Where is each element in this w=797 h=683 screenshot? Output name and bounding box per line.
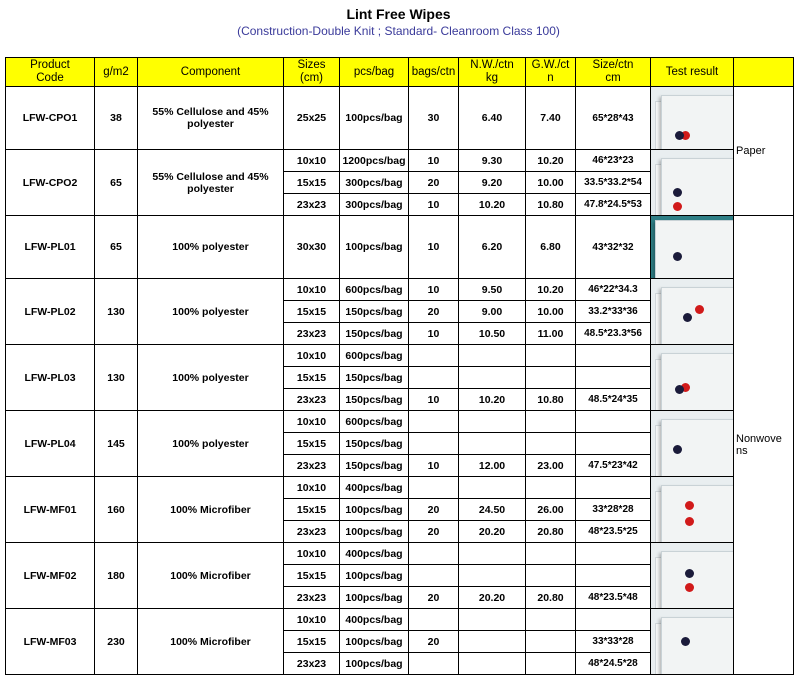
dark-stain-mark <box>673 188 682 197</box>
size-ctn-cell: 48*23.5*48 <box>576 587 651 609</box>
nw-cell <box>459 345 526 367</box>
header-bags-ctn: bags/ctn <box>409 58 459 87</box>
product-code: LFW-PL03 <box>6 345 95 411</box>
category-nonwovens-line-2: ns <box>736 445 748 457</box>
bags-cell: 20 <box>409 172 459 194</box>
dark-stain-mark <box>681 637 690 646</box>
pcs-cell: 400pcs/bag <box>340 609 409 631</box>
gw-cell <box>526 653 576 675</box>
gw-cell <box>526 543 576 565</box>
bags-cell: 10 <box>409 323 459 345</box>
nw-cell <box>459 367 526 389</box>
gw-cell: 10.20 <box>526 279 576 301</box>
size-cell: 23x23 <box>284 455 340 477</box>
red-stain-mark <box>685 501 694 510</box>
table-row <box>6 216 794 279</box>
size-ctn-cell: 47.8*24.5*53 <box>576 194 651 216</box>
product-code: LFW-PL02 <box>6 279 95 345</box>
size-cell: 23x23 <box>284 194 340 216</box>
bags-cell <box>409 411 459 433</box>
bags-cell <box>409 543 459 565</box>
test-result-image <box>651 150 734 216</box>
gw-cell: 10.00 <box>526 172 576 194</box>
dark-stain-mark <box>675 131 684 140</box>
gm2-cell: 160 <box>95 477 138 543</box>
size-ctn-cell <box>576 565 651 587</box>
red-stain-mark <box>685 583 694 592</box>
size-ctn-cell <box>576 345 651 367</box>
size-ctn-cell: 33.2*33*36 <box>576 301 651 323</box>
size-cell: 10x10 <box>284 411 340 433</box>
nw-cell: 24.50 <box>459 499 526 521</box>
bags-cell: 10 <box>409 389 459 411</box>
size-ctn-cell: 48.5*23.3*56 <box>576 323 651 345</box>
bags-cell: 10 <box>409 216 459 279</box>
header-row <box>6 58 794 87</box>
gm2-cell: 65 <box>95 150 138 216</box>
red-stain-mark <box>695 305 704 314</box>
nw-cell: 9.20 <box>459 172 526 194</box>
test-result-image <box>651 216 734 279</box>
product-code: LFW-MF01 <box>6 477 95 543</box>
header-product-code: Product Code <box>6 58 95 87</box>
nw-cell <box>459 433 526 455</box>
category-nonwovens <box>734 216 794 675</box>
size-ctn-cell: 48*23.5*25 <box>576 521 651 543</box>
gw-cell <box>526 631 576 653</box>
size-cell: 23x23 <box>284 653 340 675</box>
gm2-cell: 65 <box>95 216 138 279</box>
red-stain-mark <box>673 202 682 211</box>
component-cell: 100% polyester <box>138 279 284 345</box>
table-row <box>6 543 794 565</box>
size-cell: 15x15 <box>284 172 340 194</box>
nw-cell: 10.20 <box>459 194 526 216</box>
size-ctn-cell: 65*28*43 <box>576 87 651 150</box>
size-cell: 23x23 <box>284 389 340 411</box>
page-title: Lint Free Wipes <box>346 6 451 22</box>
gw-cell: 10.00 <box>526 301 576 323</box>
pcs-cell: 100pcs/bag <box>340 631 409 653</box>
gw-cell: 20.80 <box>526 587 576 609</box>
nw-cell: 10.50 <box>459 323 526 345</box>
size-cell: 10x10 <box>284 345 340 367</box>
nw-cell <box>459 565 526 587</box>
pcs-cell: 100pcs/bag <box>340 521 409 543</box>
nw-cell <box>459 609 526 631</box>
pcs-cell: 100pcs/bag <box>340 499 409 521</box>
gw-cell <box>526 411 576 433</box>
size-cell: 10x10 <box>284 150 340 172</box>
pcs-cell: 600pcs/bag <box>340 345 409 367</box>
size-cell: 15x15 <box>284 565 340 587</box>
bags-cell <box>409 433 459 455</box>
category-nonwovens-line-1: Nonwove <box>736 433 782 445</box>
nw-cell: 10.20 <box>459 389 526 411</box>
size-ctn-cell <box>576 433 651 455</box>
bags-cell: 20 <box>409 631 459 653</box>
test-result-image <box>651 279 734 345</box>
header-size-ctn: Size/ctn cm <box>576 58 651 87</box>
bags-cell: 10 <box>409 279 459 301</box>
size-ctn-cell: 33*33*28 <box>576 631 651 653</box>
nw-cell: 20.20 <box>459 587 526 609</box>
gw-cell <box>526 609 576 631</box>
pcs-cell: 300pcs/bag <box>340 172 409 194</box>
bags-cell: 20 <box>409 499 459 521</box>
product-code: LFW-CPO1 <box>6 87 95 150</box>
nw-cell <box>459 631 526 653</box>
component-cell: 100% polyester <box>138 411 284 477</box>
table-row <box>6 477 794 499</box>
product-code: LFW-CPO2 <box>6 150 95 216</box>
size-ctn-cell <box>576 411 651 433</box>
pcs-cell: 150pcs/bag <box>340 455 409 477</box>
size-cell: 15x15 <box>284 301 340 323</box>
size-cell: 15x15 <box>284 367 340 389</box>
gw-cell <box>526 345 576 367</box>
page-subtitle: (Construction-Double Knit ; Standard- Cleanroom Class 100) <box>237 24 560 38</box>
product-table <box>5 57 794 675</box>
test-result-image <box>651 609 734 675</box>
gm2-cell: 230 <box>95 609 138 675</box>
size-cell: 23x23 <box>284 521 340 543</box>
pcs-cell: 600pcs/bag <box>340 411 409 433</box>
header-test-result: Test result <box>651 58 734 87</box>
gm2-cell: 130 <box>95 345 138 411</box>
nw-cell <box>459 543 526 565</box>
nw-cell <box>459 477 526 499</box>
header-sizes: Sizes (cm) <box>284 58 340 87</box>
gw-cell: 20.80 <box>526 521 576 543</box>
table-row <box>6 87 794 150</box>
dark-stain-mark <box>673 252 682 261</box>
pcs-cell: 1200pcs/bag <box>340 150 409 172</box>
component-cell: 100% polyester <box>138 216 284 279</box>
gw-cell <box>526 565 576 587</box>
header-gm2: g/m2 <box>95 58 138 87</box>
size-cell: 23x23 <box>284 323 340 345</box>
header-nw-ctn: N.W./ctn kg <box>459 58 526 87</box>
size-ctn-cell <box>576 609 651 631</box>
dark-stain-mark <box>685 569 694 578</box>
test-result-image <box>651 477 734 543</box>
product-code: LFW-MF03 <box>6 609 95 675</box>
gm2-cell: 38 <box>95 87 138 150</box>
test-result-image <box>651 543 734 609</box>
test-result-image <box>651 87 734 150</box>
table-row <box>6 150 794 172</box>
gw-cell <box>526 477 576 499</box>
size-ctn-cell: 33*28*28 <box>576 499 651 521</box>
test-result-image <box>651 345 734 411</box>
dark-stain-mark <box>675 385 684 394</box>
size-ctn-cell: 46*22*34.3 <box>576 279 651 301</box>
table-row <box>6 345 794 367</box>
gm2-cell: 130 <box>95 279 138 345</box>
bags-cell: 10 <box>409 194 459 216</box>
nw-cell: 9.00 <box>459 301 526 323</box>
nw-cell: 20.20 <box>459 521 526 543</box>
header-extra <box>734 58 794 87</box>
size-cell: 15x15 <box>284 631 340 653</box>
pcs-cell: 150pcs/bag <box>340 323 409 345</box>
header-gw-ctn: G.W./ct n <box>526 58 576 87</box>
bags-cell <box>409 609 459 631</box>
gw-cell: 23.00 <box>526 455 576 477</box>
nw-cell: 6.20 <box>459 216 526 279</box>
size-cell: 10x10 <box>284 609 340 631</box>
nw-cell: 12.00 <box>459 455 526 477</box>
header-pcs-bag: pcs/bag <box>340 58 409 87</box>
bags-cell: 20 <box>409 587 459 609</box>
size-ctn-cell: 48*24.5*28 <box>576 653 651 675</box>
bags-cell <box>409 653 459 675</box>
component-cell: 100% Microfiber <box>138 543 284 609</box>
gw-cell: 10.80 <box>526 389 576 411</box>
gw-cell: 11.00 <box>526 323 576 345</box>
category-paper: Paper <box>734 87 794 216</box>
size-ctn-cell: 47.5*23*42 <box>576 455 651 477</box>
pcs-cell: 150pcs/bag <box>340 367 409 389</box>
size-ctn-cell: 48.5*24*35 <box>576 389 651 411</box>
dark-stain-mark <box>683 313 692 322</box>
component-cell: 100% polyester <box>138 345 284 411</box>
pcs-cell: 100pcs/bag <box>340 565 409 587</box>
bags-cell: 10 <box>409 455 459 477</box>
pcs-cell: 150pcs/bag <box>340 301 409 323</box>
pcs-cell: 150pcs/bag <box>340 389 409 411</box>
component-cell: 55% Cellulose and 45% polyester <box>138 87 284 150</box>
red-stain-mark <box>685 517 694 526</box>
component-cell: 100% Microfiber <box>138 609 284 675</box>
pcs-cell: 100pcs/bag <box>340 653 409 675</box>
size-cell: 10x10 <box>284 477 340 499</box>
product-code: LFW-MF02 <box>6 543 95 609</box>
pcs-cell: 150pcs/bag <box>340 433 409 455</box>
bags-cell: 10 <box>409 150 459 172</box>
table-row <box>6 411 794 433</box>
product-code: LFW-PL01 <box>6 216 95 279</box>
size-ctn-cell <box>576 477 651 499</box>
bags-cell <box>409 345 459 367</box>
size-cell: 15x15 <box>284 433 340 455</box>
size-cell: 25x25 <box>284 87 340 150</box>
pcs-cell: 100pcs/bag <box>340 87 409 150</box>
pcs-cell: 300pcs/bag <box>340 194 409 216</box>
pcs-cell: 400pcs/bag <box>340 477 409 499</box>
bags-cell: 20 <box>409 301 459 323</box>
gm2-cell: 145 <box>95 411 138 477</box>
pcs-cell: 600pcs/bag <box>340 279 409 301</box>
gw-cell <box>526 367 576 389</box>
product-code: LFW-PL04 <box>6 411 95 477</box>
nw-cell <box>459 411 526 433</box>
bags-cell <box>409 367 459 389</box>
gw-cell <box>526 433 576 455</box>
size-ctn-cell: 33.5*33.2*54 <box>576 172 651 194</box>
bags-cell <box>409 477 459 499</box>
nw-cell: 9.30 <box>459 150 526 172</box>
bags-cell: 30 <box>409 87 459 150</box>
gw-cell: 10.20 <box>526 150 576 172</box>
size-cell: 10x10 <box>284 279 340 301</box>
gm2-cell: 180 <box>95 543 138 609</box>
header-component: Component <box>138 58 284 87</box>
gw-cell: 6.80 <box>526 216 576 279</box>
gw-cell: 26.00 <box>526 499 576 521</box>
size-ctn-cell: 46*23*23 <box>576 150 651 172</box>
size-cell: 30x30 <box>284 216 340 279</box>
pcs-cell: 100pcs/bag <box>340 216 409 279</box>
nw-cell <box>459 653 526 675</box>
bags-cell: 20 <box>409 521 459 543</box>
size-ctn-cell <box>576 543 651 565</box>
pcs-cell: 400pcs/bag <box>340 543 409 565</box>
pcs-cell: 100pcs/bag <box>340 587 409 609</box>
component-cell: 100% Microfiber <box>138 477 284 543</box>
component-cell: 55% Cellulose and 45% polyester <box>138 150 284 216</box>
table-row <box>6 279 794 301</box>
nw-cell: 9.50 <box>459 279 526 301</box>
dark-stain-mark <box>673 445 682 454</box>
gw-cell: 10.80 <box>526 194 576 216</box>
size-ctn-cell: 43*32*32 <box>576 216 651 279</box>
bags-cell <box>409 565 459 587</box>
nw-cell: 6.40 <box>459 87 526 150</box>
test-result-image <box>651 411 734 477</box>
size-cell: 15x15 <box>284 499 340 521</box>
size-cell: 10x10 <box>284 543 340 565</box>
gw-cell: 7.40 <box>526 87 576 150</box>
size-ctn-cell <box>576 367 651 389</box>
size-cell: 23x23 <box>284 587 340 609</box>
table-row <box>6 609 794 631</box>
